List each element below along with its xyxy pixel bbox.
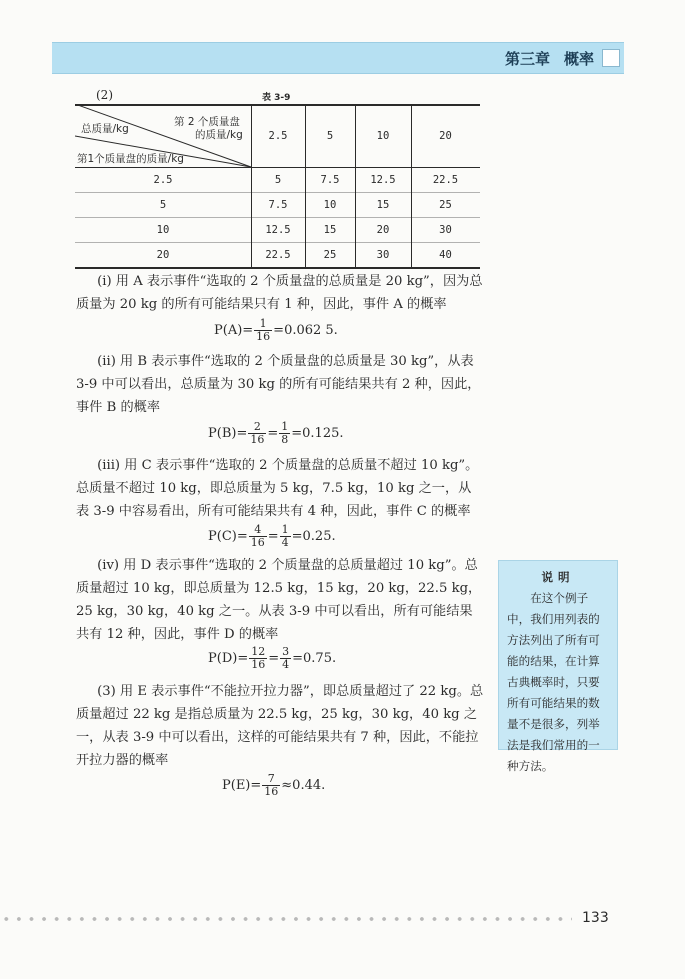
table-cell: 10 <box>323 199 337 211</box>
formula-rhs: ≈0.44. <box>281 778 326 793</box>
formula-p-b: P(B)= $\frac{2}{16}$ = $\frac{1}{8}$ =0.125. <box>208 420 344 446</box>
formula-lhs: P(E)= <box>222 778 262 793</box>
chapter-title: 概率 <box>563 50 594 68</box>
formula-rhs: =0.125. <box>291 426 344 441</box>
row-header: 2.5 <box>153 174 173 186</box>
formula-rhs: =0.75. <box>292 651 337 666</box>
fraction <box>248 421 266 446</box>
table-cell: 25 <box>323 249 337 261</box>
denominator: 8 <box>281 433 289 446</box>
numerator: 4 <box>249 524 267 537</box>
formula-p-c: P(C)= $\frac{4}{16}$ = $\frac{1}{4}$ =0.25. <box>208 523 336 549</box>
table-col-rule-2 <box>305 104 306 268</box>
row-header: 5 <box>159 199 167 211</box>
corner-label-second-unit: 的质量/kg <box>195 129 243 141</box>
numerator: 2 <box>248 421 266 434</box>
denominator: 4 <box>282 658 290 671</box>
denominator: 16 <box>251 658 266 671</box>
numerator: 1 <box>254 318 272 331</box>
table-bottom-rule <box>75 267 480 269</box>
table-row-rule-2 <box>75 217 480 218</box>
paragraph-event-a: (i) 用 A 表示事件“选取的 2 个质量盘的总质量是 20 kg”，因为总质量为 20 kg 的所有可能结果只有 1 种，因此，事件 A 的概率 <box>76 274 483 312</box>
table-cell: 22.5 <box>265 249 291 261</box>
side-note-box <box>498 560 618 773</box>
table-cell: 30 <box>376 249 390 261</box>
col-header: 10 <box>376 130 390 142</box>
formula-lhs: P(C)= <box>208 529 248 544</box>
fraction <box>280 524 291 549</box>
paragraph-event-e: (3) 用 E 表示事件“不能拉开拉力器”，即总质量超过了 22 kg。总质量超过 22 kg 是指总质量为 22.5 kg，25 kg，30 kg，40 kg 之一，从表 3-9 中可以看出，这样的可能结果共有 7 种，因此，不能拉开拉力器的概率 <box>76 684 484 768</box>
corner-label-second: 第 2 个质量盘 <box>174 116 240 128</box>
table-cell: 20 <box>376 224 390 236</box>
denominator: 16 <box>250 433 265 446</box>
table-cell: 7.5 <box>268 199 288 211</box>
part-label: (2) <box>96 88 113 102</box>
note-body: 在这个例子中，我们用列表的方法列出了所有可能的结果，在计算古典概率时，只要所有可能结果的数量不是很多，列举法是我们常用的一种方法。 <box>507 591 600 773</box>
paragraph-event-b: (ii) 用 B 表示事件“选取的 2 个质量盘的总质量是 30 kg”，从表 3-9 中可以看出，总质量为 30 kg 的所有可能结果共有 2 种，因此，事件 B 的概率 <box>76 354 481 415</box>
table-cell: 25 <box>439 199 452 211</box>
denominator: 16 <box>256 330 271 343</box>
formula-p-e <box>222 773 325 798</box>
denominator: 16 <box>264 785 279 798</box>
formula-p-d: P(D)= $\frac{12}{16}$ = $\frac{3}{4}$ =0.75. <box>208 645 337 671</box>
table-cell: 7.5 <box>320 174 340 186</box>
fraction <box>254 318 272 343</box>
formula-rhs: =0.062 5. <box>273 323 338 338</box>
denominator: 16 <box>250 536 265 549</box>
paragraph-event-d: (iv) 用 D 表示事件“选取的 2 个质量盘的总质量超过 10 kg”。总质量超过 10 kg，即总质量为 12.5 kg，15 kg，20 kg，22.5 kg，25 kg，30 kg，40 kg 之一。从表 3-9 中可以看出，所有可能结果共有 12 种，因此，事件 D 的概率 <box>76 558 482 642</box>
fraction <box>280 646 291 671</box>
table-col-rule-4 <box>411 104 412 268</box>
fraction <box>262 773 280 798</box>
table-cell: 22.5 <box>432 174 459 186</box>
col-header: 20 <box>439 130 452 142</box>
denominator: 4 <box>281 536 289 549</box>
numerator: 1 <box>281 523 289 536</box>
sum-table <box>75 104 480 268</box>
table-cell: 15 <box>323 224 337 236</box>
header-corner-square <box>602 49 620 67</box>
table-cell: 30 <box>439 224 452 236</box>
paragraph-event-c: (iii) 用 C 表示事件“选取的 2 个质量盘的总质量不超过 10 kg”。总质量不超过 10 kg，即总质量为 5 kg，7.5 kg，10 kg 之一，从表 3-9 中容易看出，所有可能结果共有 4 种，因此，事件 C 的概率 <box>76 458 479 519</box>
numerator: 12 <box>251 645 266 658</box>
numerator: 7 <box>262 773 280 786</box>
row-header: 10 <box>156 224 170 236</box>
note-title: 说明 <box>541 570 575 584</box>
numerator: 3 <box>282 645 290 658</box>
chapter-header-bar <box>52 42 624 74</box>
page-number: 133 <box>582 910 609 926</box>
table-cell: 12.5 <box>370 174 396 186</box>
formula-rhs: =0.25. <box>291 529 336 544</box>
formula-lhs: P(B)= <box>208 426 248 441</box>
table-caption: 表 3-9 <box>262 93 291 103</box>
col-header: 2.5 <box>268 130 288 142</box>
chapter-number: 第三章 <box>504 50 550 68</box>
corner-label-total: 总质量/kg <box>81 123 129 135</box>
fraction <box>279 421 290 446</box>
numerator: 1 <box>281 420 289 433</box>
table-col-rule-3 <box>355 104 356 268</box>
table-cell: 5 <box>274 174 282 186</box>
corner-label-first: 第1个质量盘的质量/kg <box>77 153 184 165</box>
fraction <box>249 646 267 671</box>
table-cell: 15 <box>376 199 390 211</box>
formula-lhs: P(A)= <box>214 323 254 338</box>
table-row-rule-3 <box>75 242 480 243</box>
chapter-heading <box>505 48 594 69</box>
footer-dotted-rule <box>0 916 572 922</box>
fraction <box>249 524 267 549</box>
formula-lhs: P(D)= <box>208 651 249 666</box>
table-row-rule-1 <box>75 192 480 193</box>
col-header: 5 <box>326 130 334 142</box>
table-cell: 40 <box>439 249 452 261</box>
table-cell: 12.5 <box>265 224 291 236</box>
row-header: 20 <box>156 249 170 261</box>
formula-p-a <box>214 318 338 343</box>
